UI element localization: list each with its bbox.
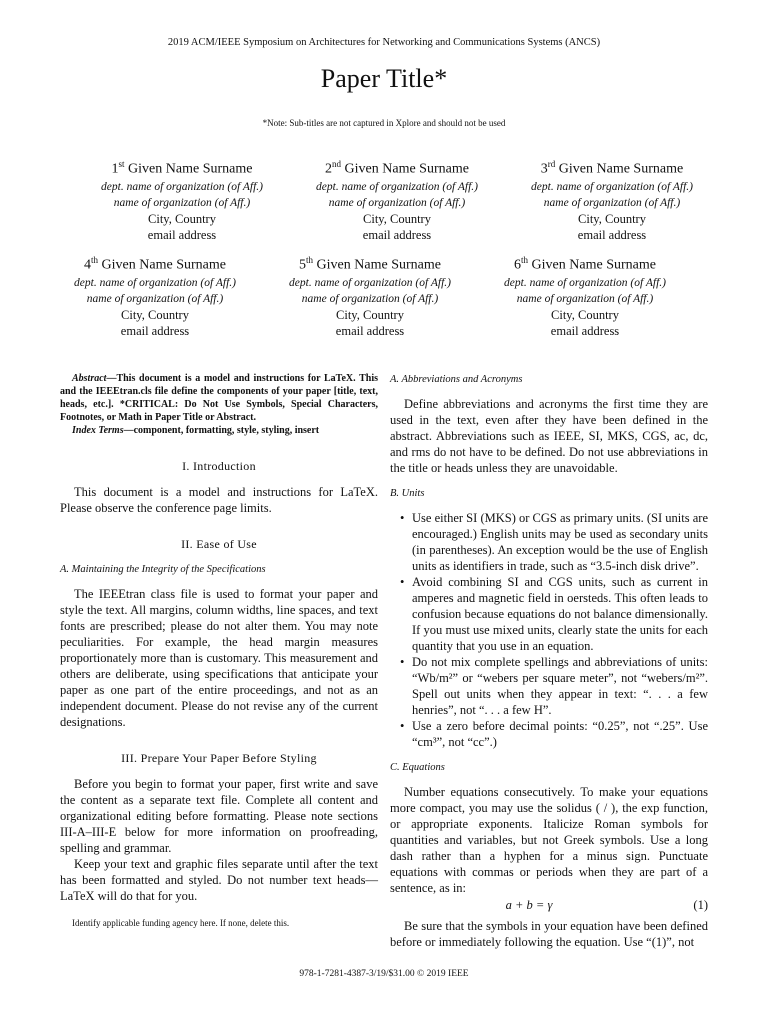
subsection-heading-equations: C. Equations bbox=[390, 762, 445, 773]
author-block-1 bbox=[72, 155, 292, 243]
left-column bbox=[60, 372, 378, 904]
author-city: City, Country bbox=[336, 307, 404, 322]
section-heading-ease-of-use: II. Ease of Use bbox=[181, 537, 257, 551]
author-org: name of organization (of Aff.) bbox=[86, 292, 224, 305]
author-name: 4th Given Name Surname bbox=[84, 255, 226, 273]
funding-footnote: Identify applicable funding agency here. If none, delete this. bbox=[72, 918, 290, 928]
author-org: name of organization (of Aff.) bbox=[301, 292, 439, 305]
author-email: email address bbox=[120, 323, 190, 338]
author-org: name of organization (of Aff.) bbox=[113, 196, 251, 209]
author-block-3 bbox=[502, 155, 722, 243]
author-org: name of organization (of Aff.) bbox=[543, 196, 681, 209]
author-dept: dept. name of organization (of Aff.) bbox=[74, 276, 236, 289]
author-email: email address bbox=[362, 227, 432, 242]
author-org: name of organization (of Aff.) bbox=[516, 292, 654, 305]
author-city: City, Country bbox=[551, 307, 619, 322]
prepare-paragraph-1: Before you begin to format your paper, first write and save the content as a separate text file. Complete all content and organizational editing before formatting. Please note sections III-A–III-E below for more information on proofreading, spelling and grammar. bbox=[60, 777, 378, 855]
section-heading-prepare-paper: III. Prepare Your Paper Before Styling bbox=[121, 751, 317, 765]
subsection-heading-integrity: A. Maintaining the Integrity of the Specifications bbox=[60, 564, 266, 575]
author-dept: dept. name of organization (of Aff.) bbox=[289, 276, 451, 289]
title-note: *Note: Sub-titles are not captured in Xplore and should not be used bbox=[262, 118, 506, 128]
author-block-6 bbox=[475, 251, 695, 339]
author-block-5 bbox=[260, 251, 480, 339]
subsection-heading-units: B. Units bbox=[390, 488, 425, 499]
paper-title: Paper Title* bbox=[320, 64, 448, 93]
equation-1 bbox=[390, 897, 708, 913]
abbreviations-paragraph: Define abbreviations and acronyms the first time they are used in the text, even after they have been defined in the abstract. Abbreviations such as IEEE, SI, MKS, CGS, ac, dc, and rms do not have to be defined. Do not use abbreviations in the title or heads unless they are unavoidable. bbox=[390, 397, 708, 475]
author-dept: dept. name of organization (of Aff.) bbox=[504, 276, 666, 289]
author-email: email address bbox=[335, 323, 405, 338]
author-city: City, Country bbox=[148, 211, 216, 226]
list-item: • Use a zero before decimal points: “0.25”, not “.25”. Use “cm³”, not “cc”.) bbox=[390, 718, 708, 750]
equation-number: (1) bbox=[693, 898, 708, 912]
author-dept: dept. name of organization (of Aff.) bbox=[531, 180, 693, 193]
copyright-footer: 978-1-7281-4387-3/19/$31.00 © 2019 IEEE bbox=[299, 969, 469, 979]
author-email: email address bbox=[577, 227, 647, 242]
author-email: email address bbox=[147, 227, 217, 242]
section-heading-introduction: I. Introduction bbox=[182, 459, 256, 473]
author-city: City, Country bbox=[578, 211, 646, 226]
author-city: City, Country bbox=[121, 307, 189, 322]
author-block-2 bbox=[287, 155, 507, 243]
conference-header: 2019 ACM/IEEE Symposium on Architectures for Networking and Communications Systems (ANCS) bbox=[167, 37, 601, 48]
author-email: email address bbox=[550, 323, 620, 338]
author-name: 6th Given Name Surname bbox=[514, 255, 656, 273]
author-name: 2nd Given Name Surname bbox=[325, 159, 469, 177]
equation-expression: a + b = γ bbox=[505, 898, 553, 912]
units-list bbox=[390, 510, 708, 750]
author-name: 1st Given Name Surname bbox=[111, 159, 253, 177]
author-block-4 bbox=[45, 251, 265, 339]
list-item: • Avoid combining SI and CGS units, such as current in amperes and magnetic field in oersteds. This often leads to confusion because equations do not balance dimensionally. If you must use mixed units, clearly state the units for each quantity that you use in an equation. bbox=[390, 574, 708, 654]
abstract: Abstract—This document is a model and instructions for LaTeX. This and the IEEEtran.cls file define the components of your paper [title, text, heads, etc.]. *CRITICAL: Do Not Use Symbols, Special Characters, Footnotes, or Math in Paper Title or Abstract. bbox=[60, 373, 378, 423]
list-item: • Use either SI (MKS) or CGS as primary units. (SI units are encouraged.) English units may be used as secondary units (in parentheses). An exception would be the use of English units as identifiers in trade, such as “3.5-inch disk drive”. bbox=[390, 510, 708, 574]
author-dept: dept. name of organization (of Aff.) bbox=[101, 180, 263, 193]
index-terms: Index Terms—component, formatting, style, styling, insert bbox=[72, 425, 320, 436]
equations-paragraph-1: Number equations consecutively. To make your equations more compact, you may use the solidus ( / ), the exp function, or appropriate exponents. Italicize Roman symbols for quantities and variables, but not Greek symbols. Use a long dash rather than a hyphen for a minus sign. Punctuate equations with commas or periods when they are part of a sentence, as in: bbox=[390, 785, 708, 895]
author-org: name of organization (of Aff.) bbox=[328, 196, 466, 209]
prepare-paragraph-2: Keep your text and graphic files separate until after the text has been formatted and styled. Do not number text heads—LaTeX will do that for you. bbox=[60, 857, 378, 903]
list-item: • Do not mix complete spellings and abbreviations of units: “Wb/m²” or “webers per square meter”, not “webers/m²”. Spell out units when they appear in text: “. . . a few henries”, not “. . . a few H”. bbox=[390, 654, 708, 718]
equations-paragraph-2: Be sure that the symbols in your equation have been defined before or immediately following the equation. Use “(1)”, not bbox=[390, 919, 708, 949]
author-dept: dept. name of organization (of Aff.) bbox=[316, 180, 478, 193]
right-column bbox=[390, 372, 708, 950]
subsection-heading-abbreviations: A. Abbreviations and Acronyms bbox=[390, 374, 523, 385]
author-name: 3rd Given Name Surname bbox=[540, 159, 684, 177]
author-city: City, Country bbox=[363, 211, 431, 226]
introduction-paragraph: This document is a model and instructions for LaTeX. Please observe the conference page limits. bbox=[60, 485, 378, 515]
integrity-paragraph: The IEEEtran class file is used to format your paper and style the text. All margins, column widths, line spaces, and text fonts are prescribed; please do not alter them. You may note peculiarities. For example, the head margin measures proportionately more than is customary. This measurement and others are deliberate, using specifications that anticipate your paper as one part of the entire proceedings, and not as an independent document. Please do not revise any of the current designations. bbox=[60, 587, 378, 729]
author-name: 5th Given Name Surname bbox=[299, 255, 441, 273]
